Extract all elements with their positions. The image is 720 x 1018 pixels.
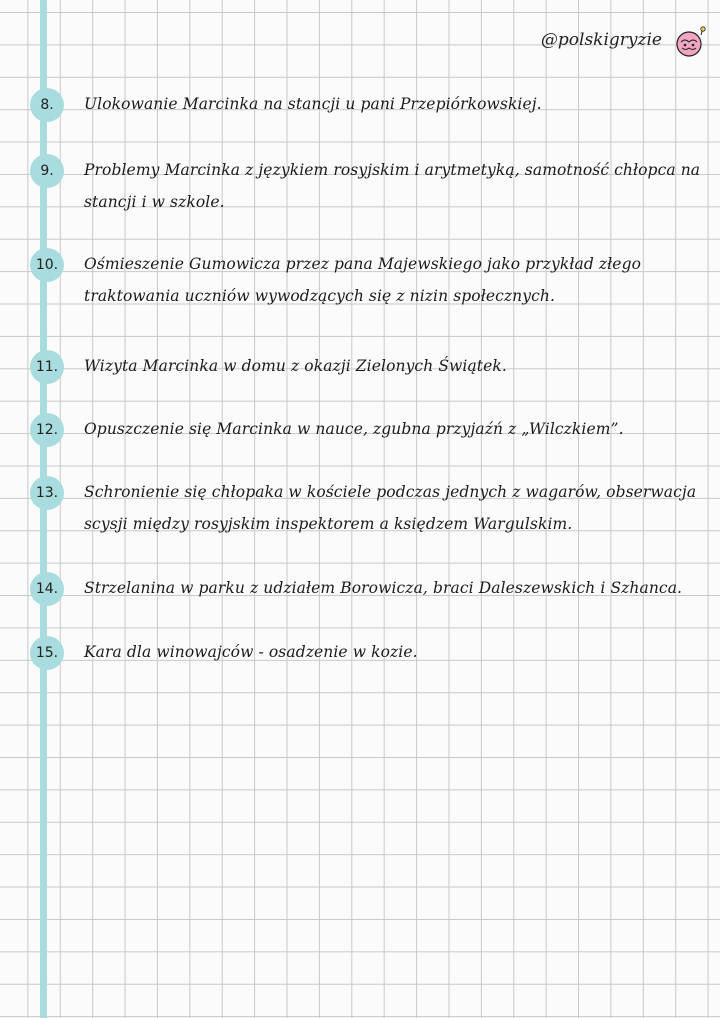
number-badge: 10.	[30, 248, 64, 282]
item-text: Schronienie się chłopaka w kościele podczas jednych z wagarów, obserwacja scysji między rosyjskim inspektorem a księdzem Wargulskim.	[84, 483, 697, 533]
brain-logo-icon	[672, 26, 706, 60]
author-handle: @polskigryzie	[540, 30, 662, 50]
item-text: Ulokowanie Marcinka na stancji u pani Przepiórkowskiej.	[84, 95, 542, 113]
number-badge: 8.	[30, 88, 64, 122]
item-text: Strzelanina w parku z udziałem Borowicza, braci Daleszewskich i Szhanca.	[84, 579, 683, 597]
number-badge: 13.	[30, 476, 64, 510]
number-badge: 11.	[30, 350, 64, 384]
number-badge: 14.	[30, 572, 64, 606]
number-badge: 9.	[30, 154, 64, 188]
item-text: Problemy Marcinka z językiem rosyjskim i arytmetyką, samotność chłopca na stancji i w szkole.	[84, 161, 701, 211]
item-text: Wizyta Marcinka w domu z okazji Zielonych Świątek.	[84, 357, 507, 375]
number-badge: 12.	[30, 413, 64, 447]
item-text: Kara dla winowajców - osadzenie w kozie.	[84, 643, 418, 661]
number-badge: 15.	[30, 636, 64, 670]
item-text: Opuszczenie się Marcinka w nauce, zgubna przyjaźń z „Wilczkiem”.	[84, 420, 624, 438]
item-text: Ośmieszenie Gumowicza przez pana Majewskiego jako przykład złego traktowania uczniów wywodzących się z nizin społecznych.	[84, 255, 642, 305]
